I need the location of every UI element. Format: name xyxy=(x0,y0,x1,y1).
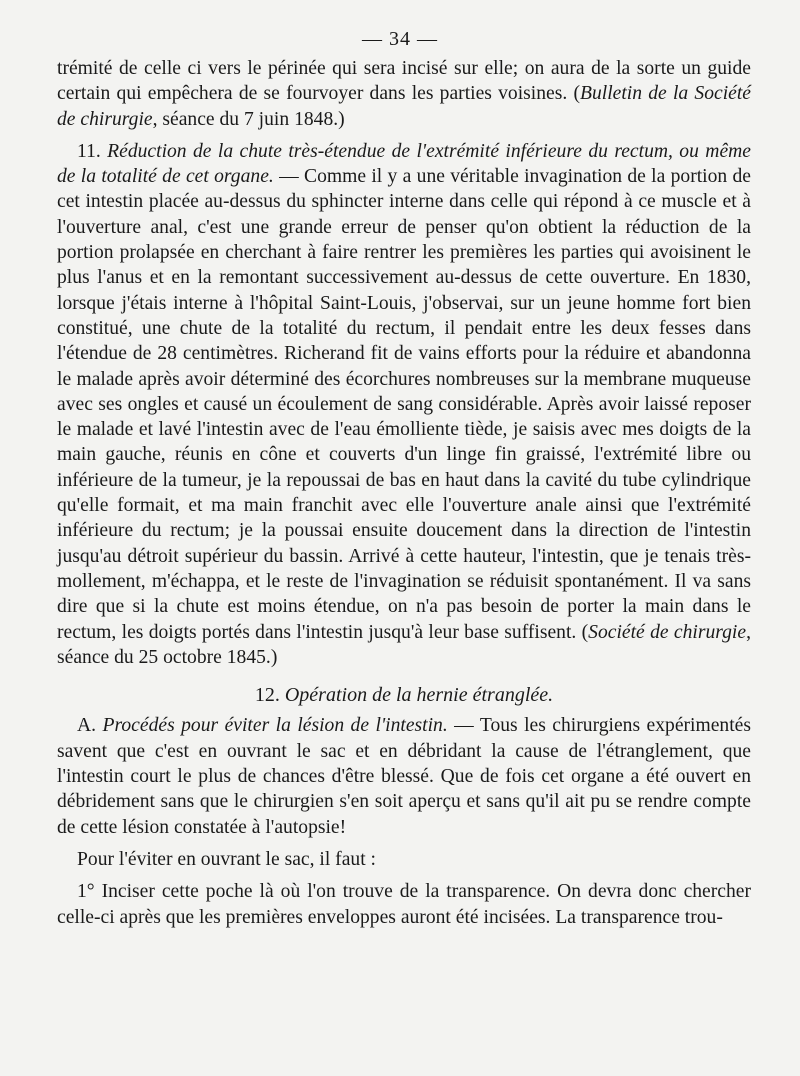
subsection-label: A. xyxy=(77,715,97,737)
subsection-a-paragraph xyxy=(57,713,751,839)
subsection-title: Procédés pour éviter la lésion de l'intestin. xyxy=(102,715,448,737)
paragraph-text: — Comme il y a une véritable invagination de la portion de cet intestin placée au-dessus du sphincter interne dans celle qui répond à ce muscle et à l'ouverture anal, c'est une grande erreur de penser qu'on obtient la réduction de la portion prolapsée en cherchant à faire rentrer les premières les parties qui avoisinent le plus l'anus et en la remontant successivement au-dessus de cette ouverture. En 1830, lorsque j'étais interne à l'hôpital Saint-Louis, j'observai, sur un jeune homme fort bien constitué, une chute de la totalité du rectum, il pendait entre les deux fesses dans l'étendue de 28 centimètres. Richerand fit de vains efforts pour la réduire et abandonna le malade après avoir déterminé des écorchures nombreuses sur la membrane muqueuse avec ses ongles et causé un écoulement de sang considérable. Après avoir laissé reposer le malade et lavé l'intestin avec de l'eau émolliente tiède, je saisis avec mes doigts de la main gauche, réunis en cône et couverts d'un linge fin graissé, l'extrémité libre ou inférieure de la tumeur, je la repoussai de bas en haut dans la cavité du tube cylindrique qu'elle formait, et ma main franchit avec elle l'ouverture anale ainsi que l'extrémité inférieure du rectum; je la poussai ensuite doucement dans la direction de l'intestin jusqu'au détroit supérieur du bassin. Arrivé à cette hauteur, l'intestin, que je tenais très-mollement, m'échappa, et le reste de l'invagination se réduisit spontanément. Il va sans dire que si la chute est moins étendue, on n'a pas besoin de porter la main dans le rectum, les doigts portés dans l'intestin jusqu'à leur base suffisent. ( xyxy=(57,166,752,643)
page-body xyxy=(57,56,751,930)
section-number: 12. xyxy=(254,684,280,707)
citation-date: , séance du 7 juin 1848.) xyxy=(152,108,345,130)
section-11-paragraph xyxy=(57,139,751,670)
source-citation: Société de chirurgie xyxy=(588,621,747,643)
section-12-heading xyxy=(57,670,751,713)
section-title: Opération de la hernie étranglée. xyxy=(284,684,554,707)
page-number: — 34 — xyxy=(362,28,438,50)
paragraph-eviter: Pour l'éviter en ouvrant le sac, il faut : xyxy=(77,848,376,870)
source-citation: Bulletin de la Société de chirurgie xyxy=(57,83,751,130)
paragraph-text: — Tous les chirurgiens expérimentés savent que c'est en ouvrant le sac et en débridant la cause de l'étranglement, que l'intestin court le plus de chances d'être blessé. Que de fois cet organe a été ouvert en débridement sans que le chirurgien s'en soit aperçu et sans qu'il ait pu se rendre compte de cette lésion constatée à l'autopsie! xyxy=(57,715,751,838)
continuation-paragraph xyxy=(57,56,751,132)
paragraph-step-1: 1° Inciser cette poche là où l'on trouve de la transparence. On devra donc chercher celle-ci après que les premières enveloppes auront été incisées. La transparence trou- xyxy=(57,881,751,928)
paragraph-text: trémité de celle ci vers le périnée qui sera incisé sur elle; on aura de la sorte un guide certain qui empêchera de se fourvoyer dans les parties voisines. ( xyxy=(57,58,751,105)
section-title: Réduction de la chute très-étendue de l'extrémité inférieure du rectum, ou même de la totalité de cet organe. xyxy=(57,140,751,188)
citation-date: , séance du 25 octobre 1845.) xyxy=(57,621,751,668)
section-number: 11. xyxy=(77,140,101,162)
